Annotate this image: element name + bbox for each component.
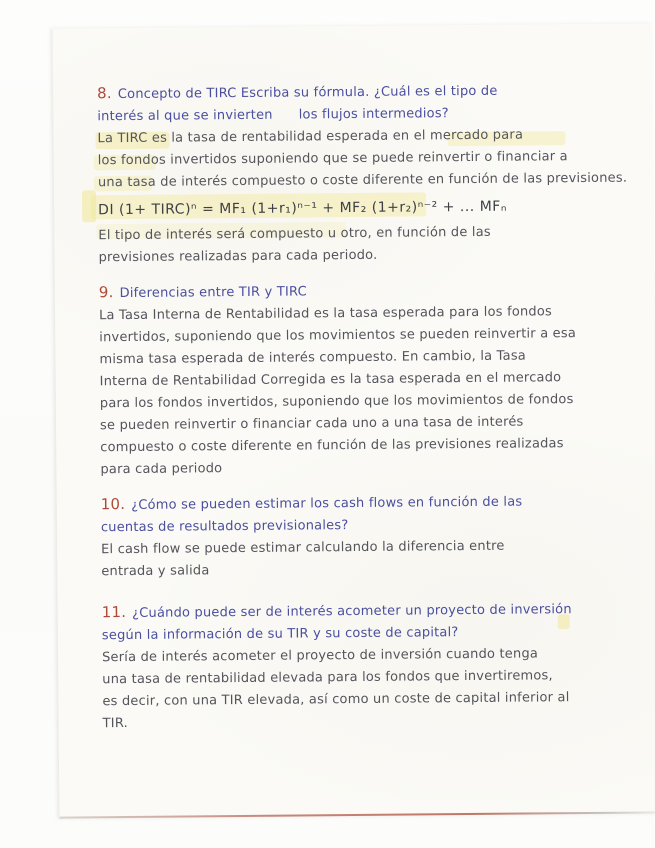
question-number: 11. xyxy=(101,603,127,622)
answer-line: compuesto o coste diferente en función de las previsiones realizadas xyxy=(100,436,564,456)
answer-line: invertidos, suponiendo que los movimientos se pueden reinvertir a esa xyxy=(99,326,577,346)
answer-line: TIR. xyxy=(102,715,128,732)
answer-line: El tipo de interés será compuesto u otro, en función de las xyxy=(98,224,491,244)
answer-line: los fondos invertidos suponiendo que se puede reinvertir o financiar a xyxy=(97,149,568,169)
question-number: 9. xyxy=(98,283,114,302)
answer-line: entrada y salida xyxy=(101,563,210,580)
notebook-page xyxy=(53,23,655,818)
answer-line: es decir, con una TIR elevada, así como un coste de capital inferior al xyxy=(102,690,570,710)
question-text: Concepto de TIRC Escriba su fórmula. ¿Cuál es el tipo de xyxy=(117,83,498,103)
answer-line: para cada periodo xyxy=(100,461,223,478)
answer-line: Sería de interés acometer el proyecto de inversión cuando tenga xyxy=(101,646,539,666)
answer-line: una tasa de interés compuesto o coste diferente en función de las previsiones. xyxy=(97,170,628,191)
question-text: interés al que se invierten los flujos intermedios? xyxy=(97,106,449,125)
tirc-formula: DI (1+ TIRC)ⁿ = MF₁ (1+r₁)ⁿ⁻¹ + MF₂ (1+r₂)ⁿ⁻² + ... MFₙ xyxy=(98,198,507,219)
answer-line: se pueden reinvertir o financiar cada uno a una tasa de interés xyxy=(99,414,524,434)
question-text: Diferencias entre TIR y TIRC xyxy=(119,284,307,302)
section-q10 xyxy=(101,488,649,583)
answer-line: misma tasa esperada de interés compuesto. En cambio, la Tasa xyxy=(99,348,526,368)
answer-line: previsiones realizadas para cada periodo. xyxy=(98,247,378,266)
question-text: según la información de su TIR y su coste de capital? xyxy=(101,625,459,644)
answer-line: para los fondos invertidos, suponiendo que los movimientos de fondos xyxy=(99,392,574,412)
answer-line: Interna de Rentabilidad Corregida es la tasa esperada en el mercado xyxy=(99,370,562,390)
question-text: ¿Cómo se pueden estimar los cash flows en función de las xyxy=(131,494,523,513)
answer-line: La Tasa Interna de Rentabilidad es la tasa esperada para los fondos xyxy=(99,304,553,324)
answer-line: El cash flow se puede estimar calculando la diferencia entre xyxy=(101,538,505,558)
question-text: cuentas de resultados previsionales? xyxy=(100,518,349,536)
section-q9 xyxy=(99,276,648,481)
section-q8 xyxy=(97,77,646,269)
question-number: 10. xyxy=(100,495,126,514)
section-q11 xyxy=(102,596,650,735)
answer-line: una tasa de rentabilidad elevada para los fondos que invertiremos, xyxy=(102,668,553,688)
answer-line: La TIRC es la tasa de rentabilidad esperada en el mercado para xyxy=(97,127,524,147)
question-number: 8. xyxy=(97,84,112,103)
question-text: ¿Cuándo puede ser de interés acometer un proyecto de inversión xyxy=(132,602,572,621)
